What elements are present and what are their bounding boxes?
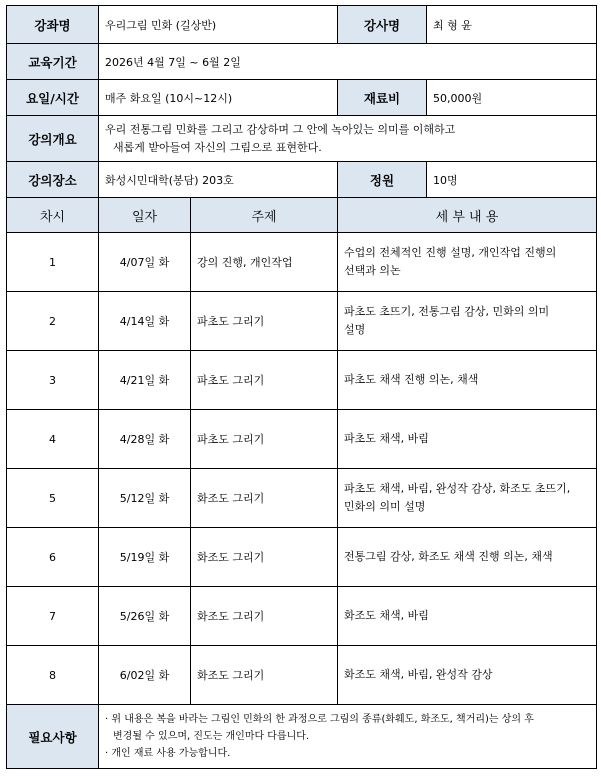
schedule-row — [7, 292, 597, 351]
session-number: 6 — [7, 528, 99, 587]
session-date: 5/19일 화 — [99, 528, 191, 587]
course-row — [7, 6, 597, 44]
session-topic: 파초도 그리기 — [191, 410, 338, 469]
session-topic: 화조도 그리기 — [191, 469, 338, 528]
course-syllabus-table — [6, 5, 597, 769]
header-session: 차시 — [7, 198, 99, 233]
course-value: 우리그림 민화 (길상반) — [99, 6, 338, 44]
day-row — [7, 80, 597, 116]
session-detail — [338, 233, 597, 292]
schedule-header-row — [7, 198, 597, 233]
detail-line-1: 화조도 채색, 바림, 완성작 감상 — [344, 668, 493, 681]
schedule-row — [7, 233, 597, 292]
capacity-value: 10명 — [427, 162, 597, 198]
session-number: 2 — [7, 292, 99, 351]
session-date: 5/26일 화 — [99, 587, 191, 646]
schedule-row — [7, 587, 597, 646]
notes-row — [7, 705, 597, 769]
session-number: 7 — [7, 587, 99, 646]
notes-text — [99, 705, 597, 769]
place-label: 강의장소 — [7, 162, 99, 198]
schedule-row — [7, 469, 597, 528]
notes-label: 필요사항 — [7, 705, 99, 769]
session-detail — [338, 587, 597, 646]
overview-line-2: 새롭게 받아들여 자신의 그림으로 표현한다. — [113, 140, 322, 154]
session-detail — [338, 292, 597, 351]
session-topic: 화조도 그리기 — [191, 646, 338, 705]
detail-line-1: 파초도 채색, 바림, 완성작 감상, 화조도 초뜨기, — [344, 482, 571, 495]
detail-line-1: 화조도 채색, 바림 — [344, 609, 429, 622]
detail-line-1: 수업의 전체적인 진행 설명, 개인작업 진행의 — [344, 246, 557, 259]
session-detail — [338, 351, 597, 410]
material-label: 재료비 — [338, 80, 427, 116]
session-number: 4 — [7, 410, 99, 469]
notes-line-1: · 위 내용은 복을 바라는 그림인 민화의 한 과정으로 그림의 종류(화훼도, 화조도, 책거리)는 상의 후 — [105, 714, 534, 725]
notes-line-2: 변경될 수 있으며, 진도는 개인마다 다릅니다. — [113, 731, 310, 742]
day-label: 요일/시간 — [7, 80, 99, 116]
detail-line-2: 선택과 의논 — [344, 264, 401, 277]
session-topic: 화조도 그리기 — [191, 528, 338, 587]
session-topic: 파초도 그리기 — [191, 292, 338, 351]
detail-line-2: 설명 — [344, 323, 366, 336]
session-detail — [338, 410, 597, 469]
detail-line-1: 파초도 초뜨기, 전통그림 감상, 민화의 의미 — [344, 305, 550, 318]
session-date: 5/12일 화 — [99, 469, 191, 528]
session-number: 3 — [7, 351, 99, 410]
overview-line-1: 우리 전통그림 민화를 그리고 감상하며 그 안에 녹아있는 의미를 이해하고 — [105, 122, 456, 136]
session-date: 4/07일 화 — [99, 233, 191, 292]
notes-line-3: · 개인 재료 사용 가능합니다. — [105, 748, 231, 759]
session-number: 8 — [7, 646, 99, 705]
header-date: 일자 — [99, 198, 191, 233]
session-topic: 화조도 그리기 — [191, 587, 338, 646]
period-label: 교육기간 — [7, 44, 99, 80]
session-number: 1 — [7, 233, 99, 292]
overview-row — [7, 116, 597, 162]
header-topic: 주제 — [191, 198, 338, 233]
capacity-label: 정원 — [338, 162, 427, 198]
detail-line-1: 파초도 채색, 바림 — [344, 432, 429, 445]
detail-line-1: 전통그림 감상, 화조도 채색 진행 의논, 채색 — [344, 550, 553, 563]
session-topic: 강의 진행, 개인작업 — [191, 233, 338, 292]
schedule-row — [7, 410, 597, 469]
period-row — [7, 44, 597, 80]
header-detail: 세 부 내 용 — [338, 198, 597, 233]
overview-text — [99, 116, 597, 162]
session-date: 4/21일 화 — [99, 351, 191, 410]
course-label: 강좌명 — [7, 6, 99, 44]
instructor-label: 강사명 — [338, 6, 427, 44]
place-value: 화성시민대학(봉담) 203호 — [99, 162, 338, 198]
session-detail — [338, 646, 597, 705]
session-number: 5 — [7, 469, 99, 528]
period-value: 2026년 4월 7일 ~ 6월 2일 — [99, 44, 597, 80]
schedule-row — [7, 646, 597, 705]
detail-line-2: 민화의 의미 설명 — [344, 500, 426, 513]
instructor-value: 최 형 윤 — [427, 6, 597, 44]
schedule-row — [7, 528, 597, 587]
session-date: 6/02일 화 — [99, 646, 191, 705]
detail-line-1: 파초도 채색 진행 의논, 채색 — [344, 373, 479, 386]
session-date: 4/28일 화 — [99, 410, 191, 469]
session-topic: 파초도 그리기 — [191, 351, 338, 410]
session-detail — [338, 469, 597, 528]
schedule-row — [7, 351, 597, 410]
place-row — [7, 162, 597, 198]
overview-label: 강의개요 — [7, 116, 99, 162]
session-date: 4/14일 화 — [99, 292, 191, 351]
session-detail — [338, 528, 597, 587]
day-value: 매주 화요일 (10시~12시) — [99, 80, 338, 116]
material-value: 50,000원 — [427, 80, 597, 116]
